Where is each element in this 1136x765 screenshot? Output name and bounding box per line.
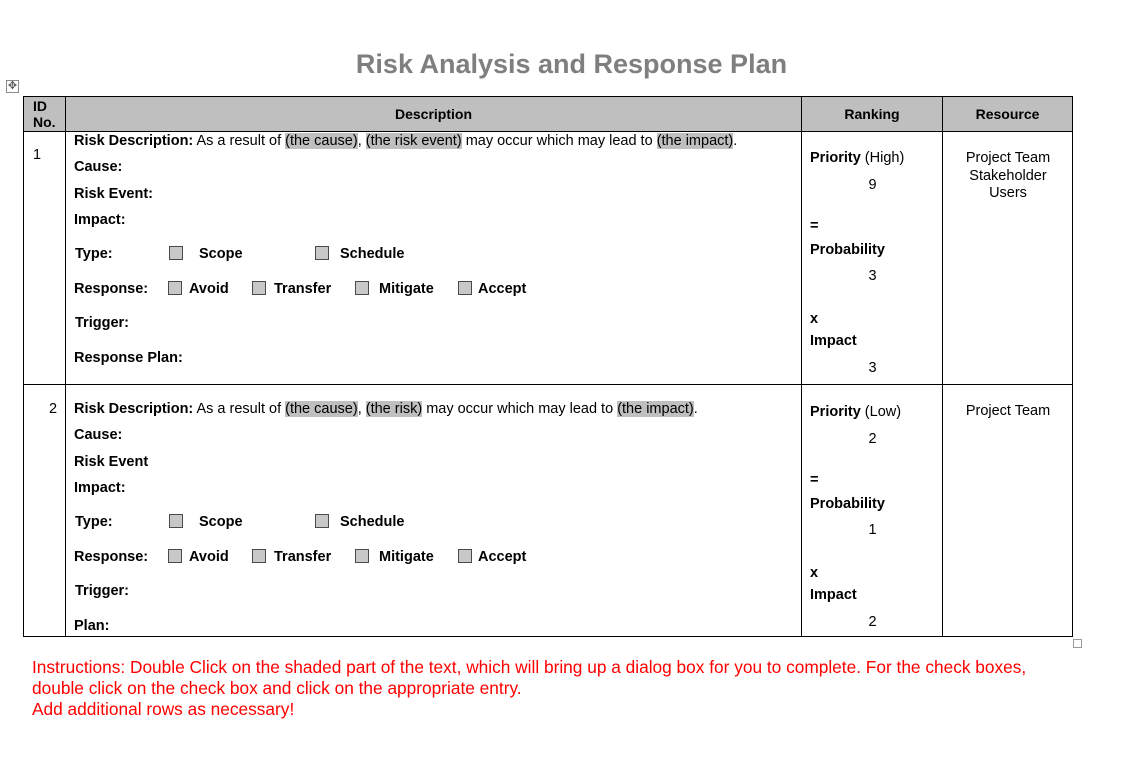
resource-cell	[943, 132, 1073, 385]
times-sign: x	[810, 565, 819, 581]
resource-item: Project Team	[965, 150, 1051, 166]
impact-field[interactable]: (the impact)	[656, 133, 734, 149]
type-scope-label: Scope	[199, 246, 243, 262]
probability-label: Probability	[810, 496, 885, 512]
description-cell	[66, 132, 802, 385]
response-accept-label: Accept	[478, 281, 527, 297]
risk-event-label: Risk Event	[74, 454, 149, 470]
period: .	[733, 133, 738, 149]
resource-cell	[943, 385, 1073, 637]
page-title: Risk Analysis and Response Plan	[355, 49, 788, 79]
header-id-line2: No.	[33, 114, 56, 130]
table-row	[24, 385, 1073, 637]
risk-description-text: As a result of	[196, 133, 282, 149]
separator: ,	[357, 133, 362, 149]
row-id-cell	[24, 132, 66, 385]
priority-value: (High)	[864, 150, 905, 166]
table-resize-handle-icon[interactable]	[1073, 639, 1082, 648]
header-ranking: Ranking	[802, 97, 943, 132]
risk-description-text: As a result of	[196, 401, 282, 417]
instructions-line: double click on the check box and click on the appropriate entry.	[32, 678, 522, 698]
type-schedule-label: Schedule	[340, 246, 405, 262]
impact-label: Impact:	[74, 212, 126, 228]
type-scope-checkbox[interactable]	[169, 246, 183, 260]
type-scope-label: Scope	[199, 514, 243, 530]
row-id: 1	[33, 147, 42, 163]
response-transfer-checkbox[interactable]	[252, 281, 266, 295]
resource-item: Users	[989, 185, 1027, 201]
priority-line	[810, 150, 904, 166]
risk-table	[23, 96, 1073, 637]
probability-value: 1	[868, 522, 877, 538]
response-avoid-checkbox[interactable]	[168, 549, 182, 563]
table-header-row	[24, 97, 1073, 132]
header-resource: Resource	[943, 97, 1073, 132]
risk-description-text: may occur which may lead to	[465, 133, 653, 149]
header-description: Description	[66, 97, 802, 132]
ranking-cell	[802, 132, 943, 385]
response-avoid-label: Avoid	[189, 281, 229, 297]
type-schedule-label: Schedule	[340, 514, 405, 530]
impact-value: 2	[868, 614, 877, 630]
response-mitigate-checkbox[interactable]	[355, 549, 369, 563]
priority-score: 2	[868, 431, 877, 447]
response-transfer-label: Transfer	[274, 549, 332, 565]
response-accept-label: Accept	[478, 549, 527, 565]
response-transfer-label: Transfer	[274, 281, 332, 297]
probability-label: Probability	[810, 242, 885, 258]
response-accept-checkbox[interactable]	[458, 281, 472, 295]
instructions-note	[32, 657, 1092, 720]
trigger-label: Trigger:	[75, 583, 129, 599]
response-accept-checkbox[interactable]	[458, 549, 472, 563]
period: .	[693, 401, 698, 417]
risk-description-label: Risk Description:	[74, 133, 194, 149]
risk-event-field[interactable]: (the risk)	[365, 401, 423, 417]
trigger-label: Trigger:	[75, 315, 129, 331]
type-scope-checkbox[interactable]	[169, 514, 183, 528]
equals-sign: =	[810, 472, 819, 488]
type-label: Type:	[75, 246, 113, 262]
priority-label: Priority	[810, 404, 861, 420]
impact-field[interactable]: (the impact)	[617, 401, 694, 417]
instructions-line: Instructions: Double Click on the shaded part of the text, which will bring up a dialog box for you to complete. For the check boxes,	[32, 657, 1027, 677]
response-avoid-checkbox[interactable]	[168, 281, 182, 295]
table-row	[24, 132, 1073, 385]
impact-label: Impact:	[74, 480, 126, 496]
description-cell	[66, 385, 802, 637]
probability-value: 3	[868, 268, 877, 284]
type-schedule-checkbox[interactable]	[315, 514, 329, 528]
cause-field[interactable]: (the cause)	[285, 133, 358, 149]
header-id-line1: ID	[33, 98, 47, 114]
cause-label: Cause:	[74, 427, 123, 443]
resource-item: Stakeholder	[969, 167, 1047, 184]
risk-event-label: Risk Event:	[74, 186, 153, 202]
type-label: Type:	[75, 514, 113, 530]
plan-label: Plan:	[74, 618, 110, 634]
risk-description-line	[74, 133, 737, 149]
times-sign: x	[810, 311, 819, 327]
risk-description-line	[74, 401, 698, 417]
ranking-cell	[802, 385, 943, 637]
impact-rank-label: Impact	[810, 587, 857, 603]
priority-score: 9	[868, 177, 877, 193]
type-schedule-checkbox[interactable]	[315, 246, 329, 260]
response-label: Response:	[74, 281, 149, 297]
response-plan-label: Response Plan:	[74, 350, 183, 366]
priority-label: Priority	[810, 150, 861, 166]
row-id: 2	[49, 401, 58, 417]
equals-sign: =	[810, 218, 819, 234]
response-mitigate-label: Mitigate	[379, 281, 434, 297]
priority-line	[810, 404, 901, 420]
cause-field[interactable]: (the cause)	[285, 401, 358, 417]
cause-label: Cause:	[74, 159, 123, 175]
response-mitigate-label: Mitigate	[379, 549, 434, 565]
impact-rank-label: Impact	[810, 333, 857, 349]
response-mitigate-checkbox[interactable]	[355, 281, 369, 295]
risk-event-field[interactable]: (the risk event)	[365, 133, 462, 149]
risk-description-label: Risk Description:	[74, 401, 194, 417]
header-id	[24, 97, 66, 132]
row-id-cell	[24, 385, 66, 637]
resource-item: Project Team	[965, 403, 1051, 419]
response-label: Response:	[74, 549, 149, 565]
risk-description-text: may occur which may lead to	[426, 401, 614, 417]
impact-value: 3	[868, 360, 877, 376]
instructions-line: Add additional rows as necessary!	[32, 699, 295, 719]
resource-list	[943, 150, 1073, 203]
separator: ,	[357, 401, 362, 417]
response-transfer-checkbox[interactable]	[252, 549, 266, 563]
priority-value: (Low)	[864, 404, 902, 420]
table-move-handle-icon[interactable]: ✥	[7, 80, 18, 92]
response-avoid-label: Avoid	[189, 549, 229, 565]
